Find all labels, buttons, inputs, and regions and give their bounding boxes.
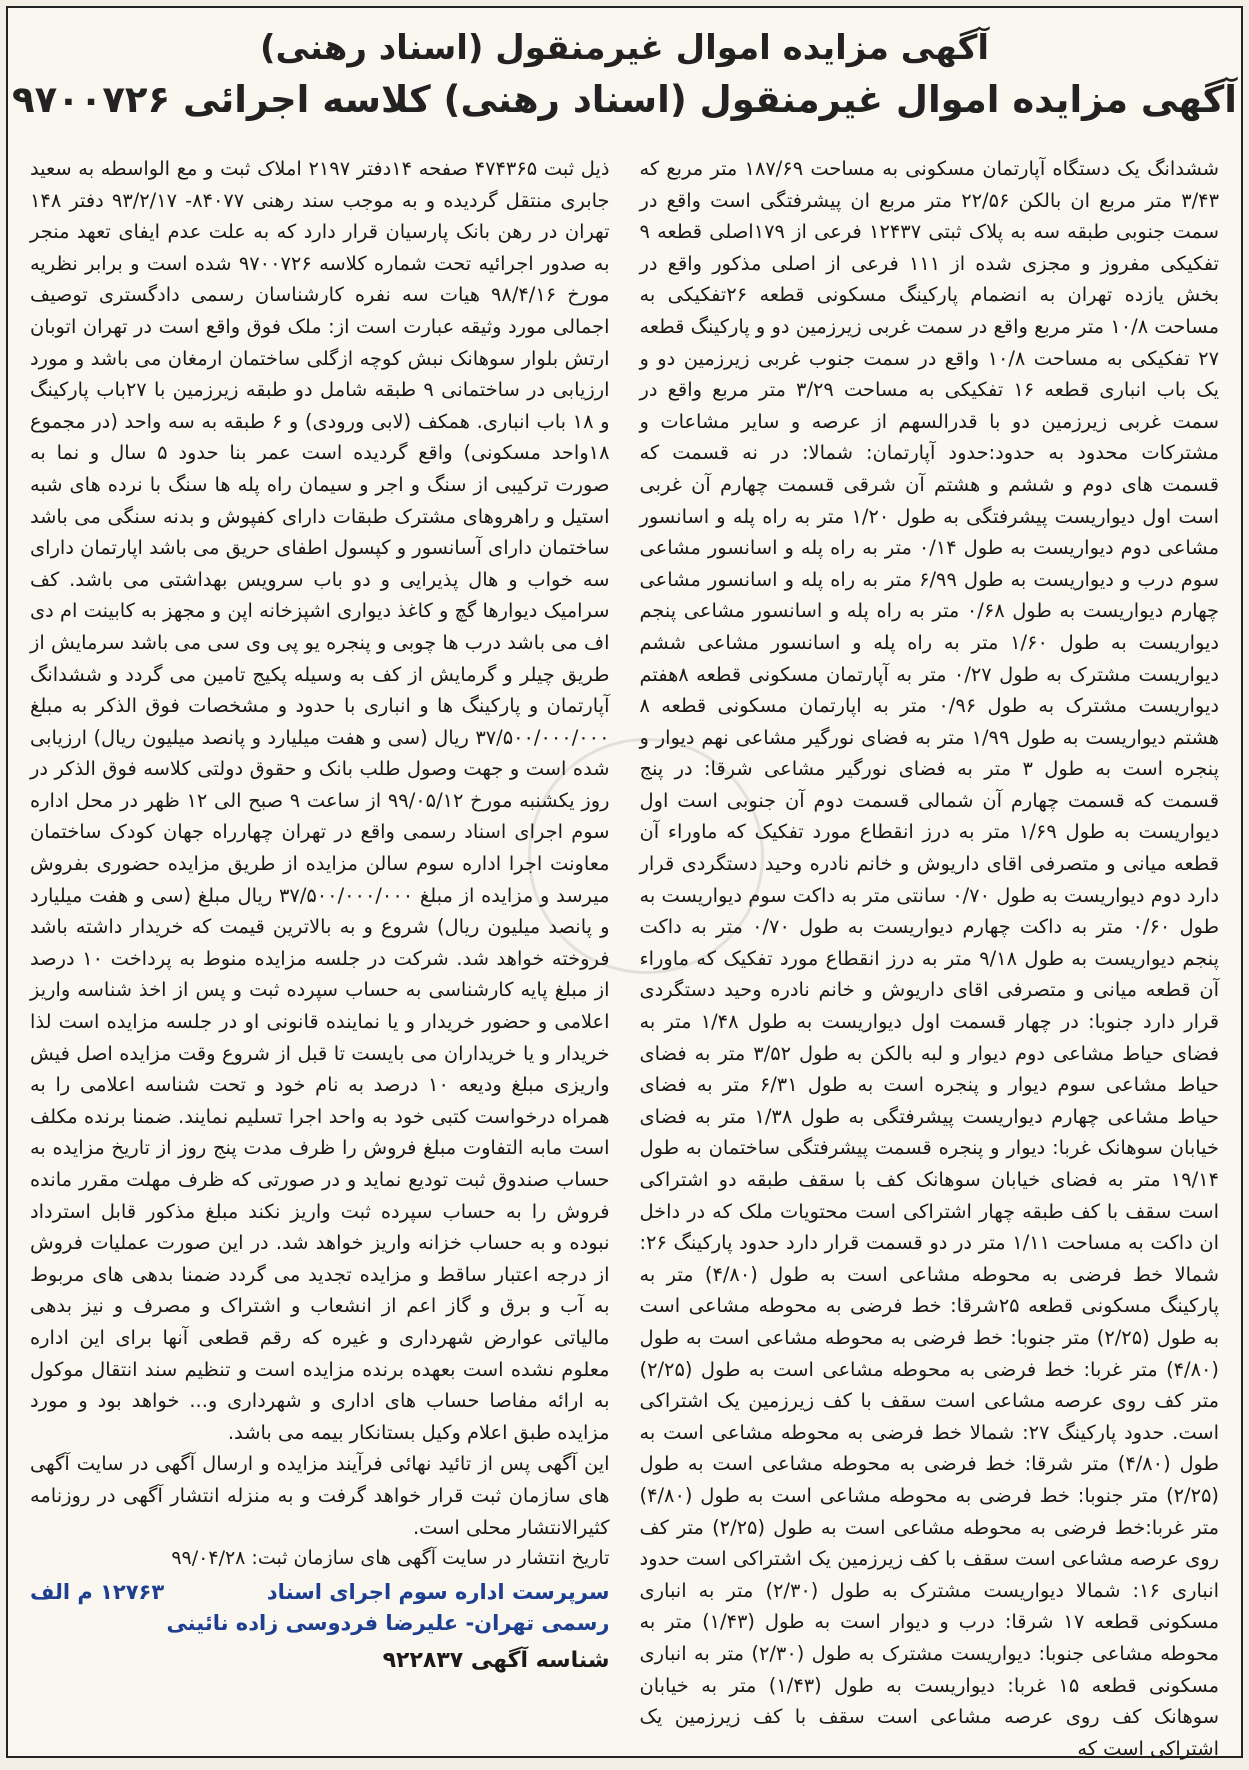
left-column-text: ذیل ثبت ۴۷۴۳۶۵ صفحه ۱۴دفتر ۲۱۹۷ املاک ثبت و مع الواسطه به سعید جابری منتقل گردیده و به موجب سند رهنی ۸۴۰۷۷- ۹۳/۲/۱۷ دفتر ۱۴۸ تهران در رهن بانک پارسیان قرار دارد که به علت عدم ایفای تعهد منجر به صدور اجرائیه تحت شماره کلاسه ۹۷۰۰۷۲۶ شده است و برابر نظریه مورخ ۹۸/۴/۱۶ هیات سه نفره کارشناسان رسمی دادگستری توصیف اجمالی مورد وثیقه عبارت است از: ملک فوق واقع است در تهران اتوبان ارتش بلوار سوهانک نبش کوچه ازگلی ساختمان ارمغان می باشد و مورد ارزیابی در ساختمانی ۹ طبقه شامل دو طبقه زیرزمین با ۲۷باب پارکینگ و ۱۸ باب انباری. همکف (لابی ورودی) و ۶ طبقه به سه واحد (در مجموع ۱۸واحد مسکونی) واقع گردیده است عمر بنا حدود ۵ سال و نما به صورت ترکیبی از سنگ و اجر و سیمان راه پله ها سنگ با نرده های شبه استیل و راهروهای مشترک طبقات دارای کفپوش و بدنه سنگی می باشد ساختمان دارای آسانسور و کپسول اطفای حریق می باشد اپارتمان دارای سه خواب و هال پذیرایی و دو باب سرویس بهداشتی می باشد. کف سرامیک دیوارها گچ و کاغذ دیواری اشپزخانه اپن و مجهز به کابینت ام دی اف می باشد درب ها چوبی و پنجره یو پی وی سی می باشد سرمایش از طریق چیلر و گرمایش از کف به وسیله پکیج تامین می گردد و ششدانگ آپارتمان و پارکینگ ها و انباری با حدود و مشخصات فوق الذکر به مبلغ ۳۷/۵۰۰/۰۰۰/۰۰۰ ریال (سی و هفت میلیارد و پانصد میلیون ریال) ارزیابی شده است و جهت وصول طلب بانک و حقوق دولتی کلاسه فوق الذکر در روز یکشنبه مورخ ۹۹/۰۵/۱۲ از ساعت ۹ صبح الی ۱۲ ظهر در محل اداره سوم اجرای اسناد رسمی واقع در تهران چهارراه جهان کودک ساختمان معاونت اجرا اداره سوم سالن مزایده از طریق مزایده حضوری بفروش میرسد و مزایده از مبلغ ۳۷/۵۰۰/۰۰۰/۰۰۰ ریال مبلغ (سی و هفت میلیارد و پانصد میلیون ریال) شروع و به بالاترین قیمت که خریدار داشته باشد فروخته خواهد شد. شرکت در جلسه مزایده منوط به پرداخت ۱۰ درصد از مبلغ پایه کارشناسی به حساب سپرده ثبت و پس از اخذ شناسه واریز اعلامی و حضور خریدار و یا نماینده قانونی او در جلسه مزایده است لذا خریدار و یا خریداران می بایست تا قبل از شروع وقت مزایده اصل فیش واریزی مبلغ ودیعه ۱۰ درصد به نام خود و تحت شناسه اعلامی را به همراه درخواست کتبی خود به واحد اجرا تسلیم نمایند. ضمنا برنده مکلف است مابه التفاوت مبلغ فروش را ظرف مدت پنج روز از تاریخ مزایده به حساب صندوق ثبت تودیع نماید و در صورتی که ظرف مهلت مقرر مانده فروش را به حساب سپرده ثبت واریز نکند مبلغ مذکور قابل استرداد نبوده و به حساب خزانه واریز خواهد شد. در این صورت عملیات فروش از درجه اعتبار ساقط و مزایده تجدید می گردد ضمنا بدهی های مربوط به آب و برق و گاز اعم از انشعاب و اشتراک و مصرف و نیز بدهی مالیاتی عوارض شهرداری و غیره که رقم قطعی آنها برای این اداره معلوم نشده است بعهده برنده مزایده است و تنظیم سند انتقال موکول به ارائه مفاصا حساب های اداری و شهرداری و... خواهد بود و مورد مزایده طبق اعلام وکیل بستانکار بیمه می باشد.: [30, 157, 610, 1444]
notice-id: شناسه آگهی ۹۲۲۸۳۷: [382, 1647, 610, 1673]
left-column: [30, 153, 610, 1738]
signature-name: رسمی تهران- علیرضا فردوسی زاده نائینی: [166, 1610, 610, 1635]
signature-block: [30, 1577, 610, 1639]
newspaper-notice: [6, 6, 1243, 1758]
notice-code: ۱۲۷۶۳ م الف: [30, 1579, 165, 1604]
notice-body: [30, 153, 1220, 1760]
left-column-closing: این آگهی پس از تائید نهائی فرآیند مزایده و ارسال آگهی در سایت آگهی های سازمان ثبت قرار خواهد گرفت و به منزله انتشار آگهی در روزنامه کثیرالانتشار محلی است.: [30, 1452, 610, 1539]
signature-title: سرپرست اداره سوم اجرای اسناد: [266, 1579, 610, 1604]
signature: [166, 1577, 609, 1639]
right-column-text: ششدانگ یک دستگاه آپارتمان مسکونی به مساحت ۱۸۷/۶۹ متر مربع که ۳/۴۳ متر مربع ان بالکن ۲۲/۵۶ متر مربع ان پیشرفتگی است واقع در سمت جنوبی طبقه سه به پلاک ثبتی ۱۲۴۳۷ فرعی از ۱۷۹اصلی قطعه ۹ تفکیکی مفروز و مجزی شده از ۱۱۱ فرعی از اصلی مذکور واقع در بخش یازده تهران به انضمام پارکینگ مسکونی قطعه ۲۶تفکیکی به مساحت ۱۰/۸ متر مربع واقع در سمت غربی زیرزمین دو و پارکینگ قطعه ۲۷ تفکیکی به مساحت ۱۰/۸ واقع در سمت جنوب غربی زیرزمین دو و یک باب انباری قطعه ۱۶ تفکیکی به مساحت ۳/۲۹ متر مربع واقع در سمت غربی زیرزمین دو با قدرالسهم از عرصه و سایر مشاعات و مشترکات محدود به حدود:حدود آپارتمان: شمالا: در نه قسمت که قسمت های دوم و ششم و هشتم آن شرقی قسمت چهارم آن غربی است اول دیواریست پیشرفتگی به طول ۱/۲۰ متر به راه پله و اسانسور مشاعی دوم دیواریست به طول ۰/۱۴ متر به راه پله و اسانسور مشاعی سوم درب و دیواریست به طول ۶/۹۹ متر به راه پله و اسانسور مشاعی چهارم دیواریست به طول ۰/۶۸ متر به راه پله و اسانسور مشاعی پنجم دیواریست به طول ۱/۶۰ متر به راه پله و اسانسور مشاعی ششم دیواریست مشترک به طول ۰/۲۷ متر به آپارتمان مسکونی قطعه ۸هفتم دیواریست مشترک به طول ۰/۹۶ متر به اپارتمان مسکونی قطعه ۸ هشتم دیواریست به طول ۱/۹۹ متر به فضای نورگیر مشاعی نهم دیوار و پنجره است به طول ۳ متر به فضای نورگیر مشاعی شرقا: در پنج قسمت که قسمت چهارم آن شمالی قسمت دوم آن جنوبی است اول دیواریست به طول ۱/۶۹ متر به درز انقطاع مورد تفکیک که ماوراء آن قطعه میانی و متصرفی اقای داریوش و خانم نادره وحید دستگردی قرار دارد دوم دیواریست به طول ۰/۷۰ سانتی متر به داکت سوم دیواریست به طول ۰/۶۰ متر به داکت چهارم دیواریست به طول ۰/۷۰ متر به داکت پنجم دیواریست به طول ۹/۱۸ متر به درز انقطاع مورد تفکیک که ماوراء آن قطعه میانی و متصرفی اقای داریوش و خانم نادره وحید دستگردی قرار دارد جنوبا: در چهار قسمت اول دیواریست به طول ۱/۴۸ متر به فضای حیاط مشاعی دوم دیوار و لبه بالکن به طول ۳/۵۲ متر به فضای حیاط مشاعی سوم دیوار و پنجره است به طول ۶/۳۱ متر به فضای حیاط مشاعی چهارم دیواریست پیشرفتگی به طول ۱/۳۸ متر به فضای خیابان سوهانک غربا: دیوار و پنجره قسمت پیشرفتگی ساختمان به طول ۱۹/۱۴ متر به فضای خیابان سوهانک کف با سقف طبقه دو اشتراکی است سقف با کف طبقه چهار اشتراکی است محتویات ملک که در داخل ان داکت به مساحت ۱/۱۱ متر در دو قسمت قرار دارد حدود پارکینگ ۲۶: شمالا خط فرضی به محوطه مشاعی است به طول (۴/۸۰) متر به پارکینگ مسکونی قطعه ۲۵شرقا: خط فرضی به محوطه مشاعی است به طول (۲/۲۵) متر جنوبا: خط فرضی به محوطه مشاعی است به طول (۴/۸۰) متر غربا: خط فرضی به محوطه مشاعی است به طول (۲/۲۵) متر کف روی عرصه مشاعی است سقف با کف زیرزمین یک اشتراکی است. حدود پارکینگ ۲۷: شمالا خط فرضی به محوطه مشاعی است به طول (۴/۸۰) متر شرقا: خط فرضی به محوطه مشاعی است به طول (۲/۲۵) متر جنوبا: خط فرضی به محوطه مشاعی است به طول (۴/۸۰) متر غربا:خط فرضی به محوطه مشاعی است به طول (۲/۲۵) متر کف روی عرصه مشاعی است سقف با کف زیرزمین یک اشتراکی است حدود انباری ۱۶: شمالا دیواریست مشترک به طول (۲/۳۰) متر به انباری مسکونی قطعه ۱۷ شرقا: درب و دیوار است به طول (۱/۴۳) متر به محوطه مشاعی جنوبا: دیواریست مشترک به طول (۲/۳۰) متر به انباری مسکونی قطعه ۱۵ غربا: دیواریست به طول (۱/۴۳) متر به خیابان سوهانک کف روی عرصه مشاعی است سقف با کف زیرزمین یک اشتراکی است که: [639, 157, 1220, 1760]
notice-supertitle: آگهی مزایده اموال غیرمنقول (اسناد رهنی): [259, 28, 990, 68]
right-column: [639, 153, 1220, 1760]
publish-date: تاریخ انتشار در سایت آگهی های سازمان ثبت: ۹۹/۰۴/۲۸: [171, 1547, 610, 1570]
notice-title: آگهی مزایده اموال غیرمنقول (اسناد رهنی) کلاسه اجرائی ۹۷۰۰۷۲۶: [11, 78, 1237, 121]
